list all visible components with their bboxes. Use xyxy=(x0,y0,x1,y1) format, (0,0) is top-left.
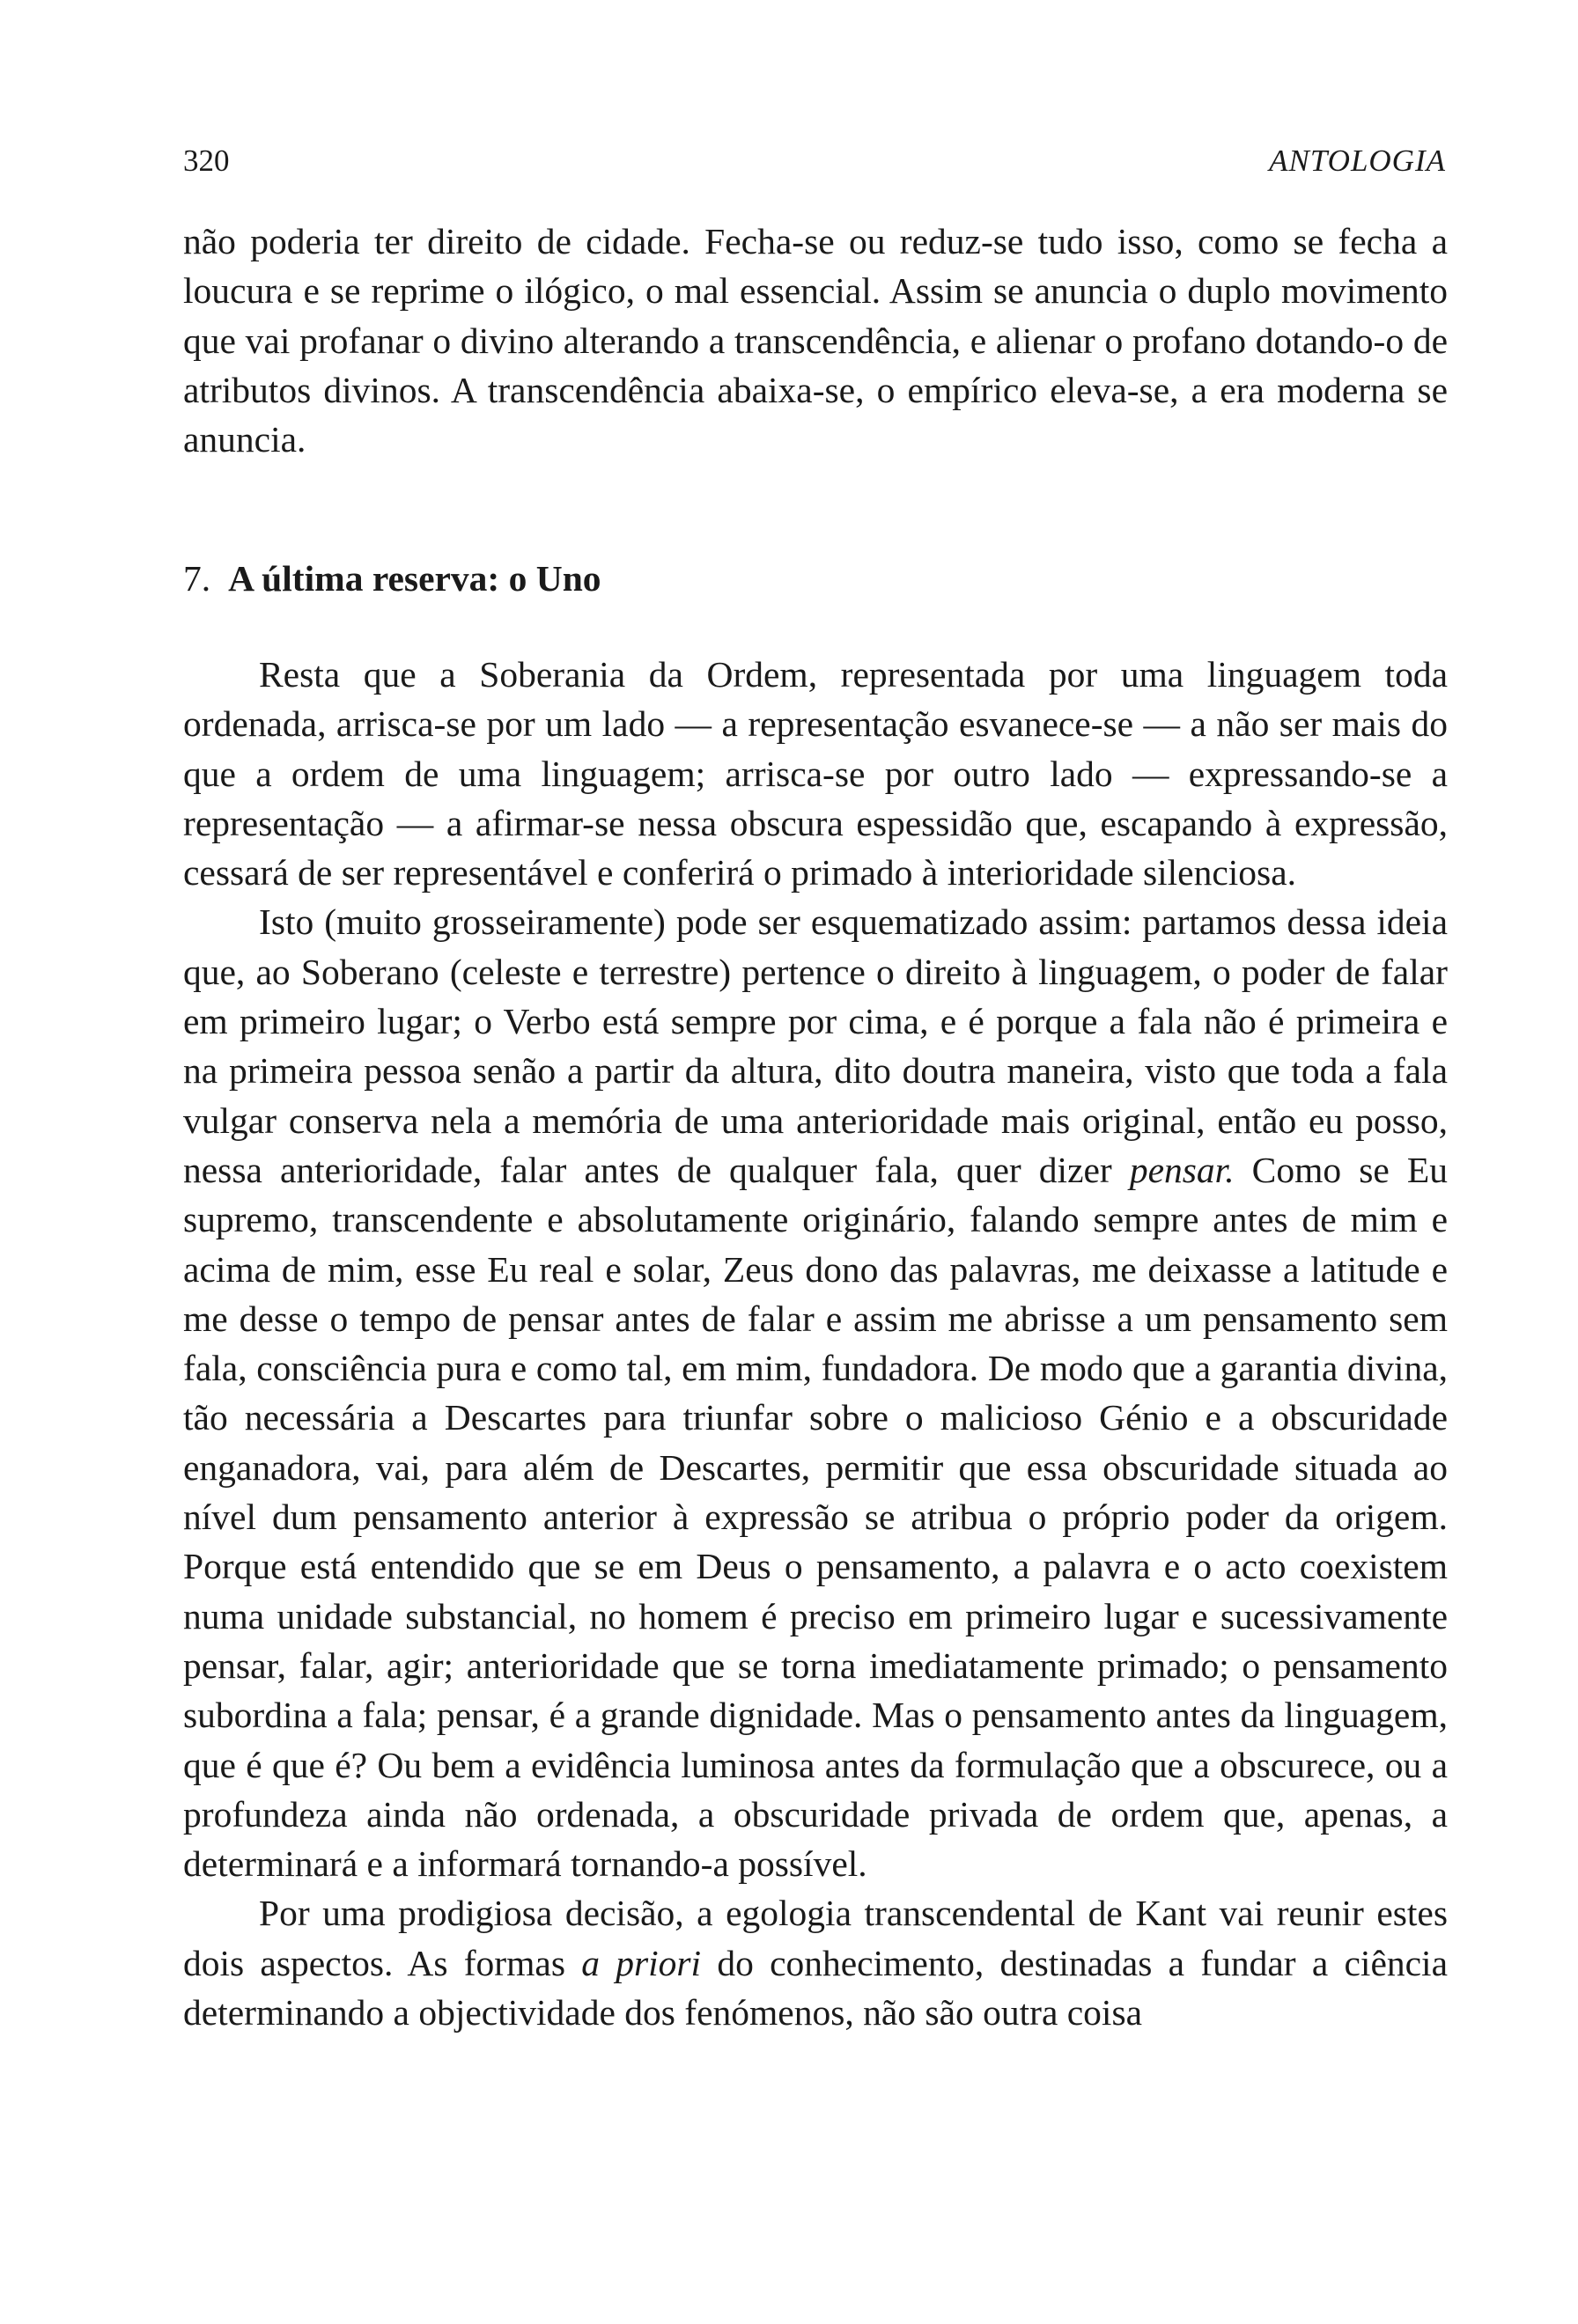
paragraph-3-text-b: do conhecimento, destinadas a fundar a ciência determinando a objectividade dos fenómenos, não são outra coisa xyxy=(183,1942,1448,2034)
section-title: A última reserva: o Uno xyxy=(228,558,601,599)
page-header xyxy=(183,139,1446,183)
paragraph-1: Resta que a Soberania da Ordem, representada por uma linguagem toda ordenada, arrisca-se por um lado — a representação esvanece-se — a não ser mais do que a ordem de uma linguagem; arrisca-se por outro lado — expressando-se a representação — a afirmar-se nessa obscura espessidão que, escapando à expressão, cessará de ser representável e conferirá o primado à interioridade silenciosa. xyxy=(183,654,1448,894)
paragraph-2-emphasis: pensar. xyxy=(1129,1149,1235,1190)
opening-paragraph: não poderia ter direito de cidade. Fecha-se ou reduz-se tudo isso, como se fecha a loucura e se reprime o ilógico, o mal essencial. Assim se anuncia o duplo movimento que vai profanar o divino alterando a transcendência, e alienar o profano dotando-o de atributos divinos. A transcendência abaixa-se, o empírico eleva-se, a era moderna se anuncia. xyxy=(183,221,1448,460)
paragraph-3 xyxy=(183,1888,1448,2037)
section-heading xyxy=(183,552,601,605)
paragraph-3-text-a: Por uma prodigiosa decisão, a egologia transcendental de Kant vai reunir estes dois aspectos. As formas xyxy=(183,1893,1448,1983)
paragraph-2-text-b: Como se Eu supremo, transcendente e absolutamente originário, falando sempre antes de mim e acima de mim, esse Eu real e solar, Zeus dono das palavras, me deixasse a latitude e me desse o tempo de pensar antes de falar e assim me abrisse a um pensamento sem fala, consciência pura e como tal, em mim, fundadora. De modo que a garantia divina, tão necessária a Descartes para triunfar sobre o malicioso Génio e a obscuridade enganadora, vai, para além de Descartes, permitir que essa obscuridade situada ao nível dum pensamento anterior à expressão se atribua o próprio poder da origem. Porque está entendido que se em Deus o pensamento, a palavra e o acto coexistem numa unidade substancial, no homem é preciso em primeiro lugar e sucessivamente pensar, falar, agir; anterioridade que se torna imediatamente primado; o pensamento subordina a fala; pensar, é a grande dignidade. Mas o pensamento antes da linguagem, que é que é? Ou bem a evidência luminosa antes da formulação que a obscurece, ou a profundeza ainda não ordenada, a obscuridade privada de ordem que, apenas, a determinará e a informará tornando-a possível. xyxy=(183,1149,1448,1885)
paragraph-2-text-a: Isto (muito grosseiramente) pode ser esquematizado assim: partamos dessa ideia que, ao Soberano (celeste e terrestre) pertence o direito à linguagem, o poder de falar em primeiro lugar; o Verbo está sempre por cima, e é porque a fala não é primeira e na primeira pessoa senão a partir da altura, dito doutra maneira, visto que toda a fala vulgar conserva nela a memória de uma anterioridade mais original, então eu posso, nessa anterioridade, falar antes de qualquer fala, quer dizer xyxy=(183,901,1448,1190)
paragraph-3-emphasis: a priori xyxy=(581,1942,702,1983)
section-number: 7. xyxy=(183,558,211,599)
running-head: ANTOLOGIA xyxy=(1269,143,1446,178)
page-number: 320 xyxy=(183,143,230,178)
paragraph-2 xyxy=(183,897,1448,1888)
opening-text-block xyxy=(183,217,1448,464)
section-body xyxy=(183,650,1448,2037)
